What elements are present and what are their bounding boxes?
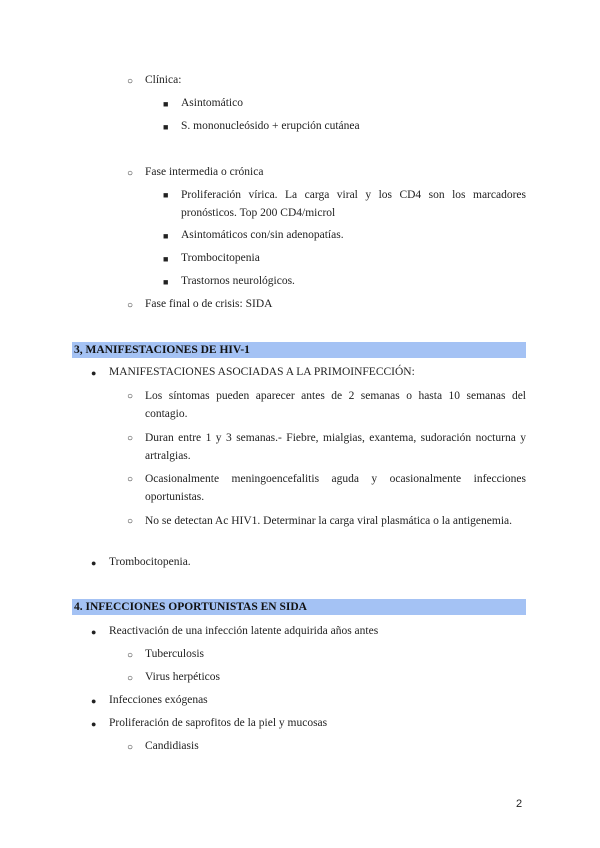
filled-circle-bullet-icon: ●	[91, 719, 97, 729]
hollow-circle-bullet-icon: ○	[127, 742, 134, 753]
hollow-circle-bullet-icon: ○	[127, 168, 134, 179]
intermedia-item-4: Trastornos neurológicos.	[181, 275, 295, 287]
intermedia-label: Fase intermedia o crónica	[145, 166, 264, 178]
clinica-label: Clínica:	[145, 74, 182, 86]
square-bullet-icon: ■	[163, 190, 169, 200]
infec-bullet-3-sub-1: Candidiasis	[145, 740, 199, 752]
filled-circle-bullet-icon: ●	[91, 627, 97, 637]
intermedia-item-1: Proliferación vírica. La carga viral y los CD4 son los marcadores pronósticos. Top 200 CD4/microl	[181, 189, 526, 219]
square-bullet-icon: ■	[163, 254, 169, 264]
page-number: 2	[516, 798, 523, 810]
section-heading-3	[72, 342, 526, 358]
hollow-circle-bullet-icon: ○	[127, 391, 134, 402]
square-bullet-icon: ■	[163, 231, 169, 241]
clinica-item-1: Asintomático	[181, 97, 243, 109]
infec-bullet-1-sub-2: Virus herpéticos	[145, 671, 220, 683]
clinica-item-2: S. mononucleósido + erupción cutánea	[181, 120, 360, 132]
square-bullet-icon: ■	[163, 99, 169, 109]
final-label: Fase final o de crisis: SIDA	[145, 298, 273, 310]
manif-subitem-4: No se detectan Ac HIV1. Determinar la carga viral plasmática o la antigenemia.	[145, 515, 512, 527]
infec-bullet-3: Proliferación de saprofitos de la piel y mucosas	[109, 717, 328, 729]
manif-subitem-2: Duran entre 1 y 3 semanas.- Fiebre, mialgias, exantema, sudoración nocturna y artralgias.	[145, 432, 526, 462]
section-heading-3-text: 3, MANIFESTACIONES DE HIV-1	[74, 344, 250, 356]
square-bullet-icon: ■	[163, 277, 169, 287]
hollow-circle-bullet-icon: ○	[127, 433, 134, 444]
filled-circle-bullet-icon: ●	[91, 558, 97, 568]
section-heading-4-text: 4. INFECCIONES OPORTUNISTAS EN SIDA	[74, 601, 307, 613]
hollow-circle-bullet-icon: ○	[127, 516, 134, 527]
hollow-circle-bullet-icon: ○	[127, 673, 134, 684]
filled-circle-bullet-icon: ●	[91, 696, 97, 706]
intermedia-item-2: Asintomáticos con/sin adenopatías.	[181, 229, 344, 241]
infec-bullet-1: Reactivación de una infección latente adquirida años antes	[109, 625, 379, 637]
manif-subitem-1: Los síntomas pueden aparecer antes de 2 semanas o hasta 10 semanas del contagio.	[145, 390, 526, 420]
hollow-circle-bullet-icon: ○	[127, 650, 134, 661]
filled-circle-bullet-icon: ●	[91, 368, 97, 378]
intermedia-item-3: Trombocitopenia	[181, 252, 260, 264]
hollow-circle-bullet-icon: ○	[127, 76, 134, 87]
hollow-circle-bullet-icon: ○	[127, 474, 134, 485]
square-bullet-icon: ■	[163, 122, 169, 132]
section-heading-4	[72, 599, 526, 615]
manif-bullet-1: MANIFESTACIONES ASOCIADAS A LA PRIMOINFECCIÓN:	[109, 366, 415, 378]
infec-bullet-2: Infecciones exógenas	[109, 694, 208, 706]
infec-bullet-1-sub-1: Tuberculosis	[145, 648, 204, 660]
hollow-circle-bullet-icon: ○	[127, 300, 134, 311]
manif-subitem-3: Ocasionalmente meningoencefalitis aguda y ocasionalmente infecciones oportunistas.	[145, 473, 526, 503]
manif-bullet-2: Trombocitopenia.	[109, 556, 191, 568]
